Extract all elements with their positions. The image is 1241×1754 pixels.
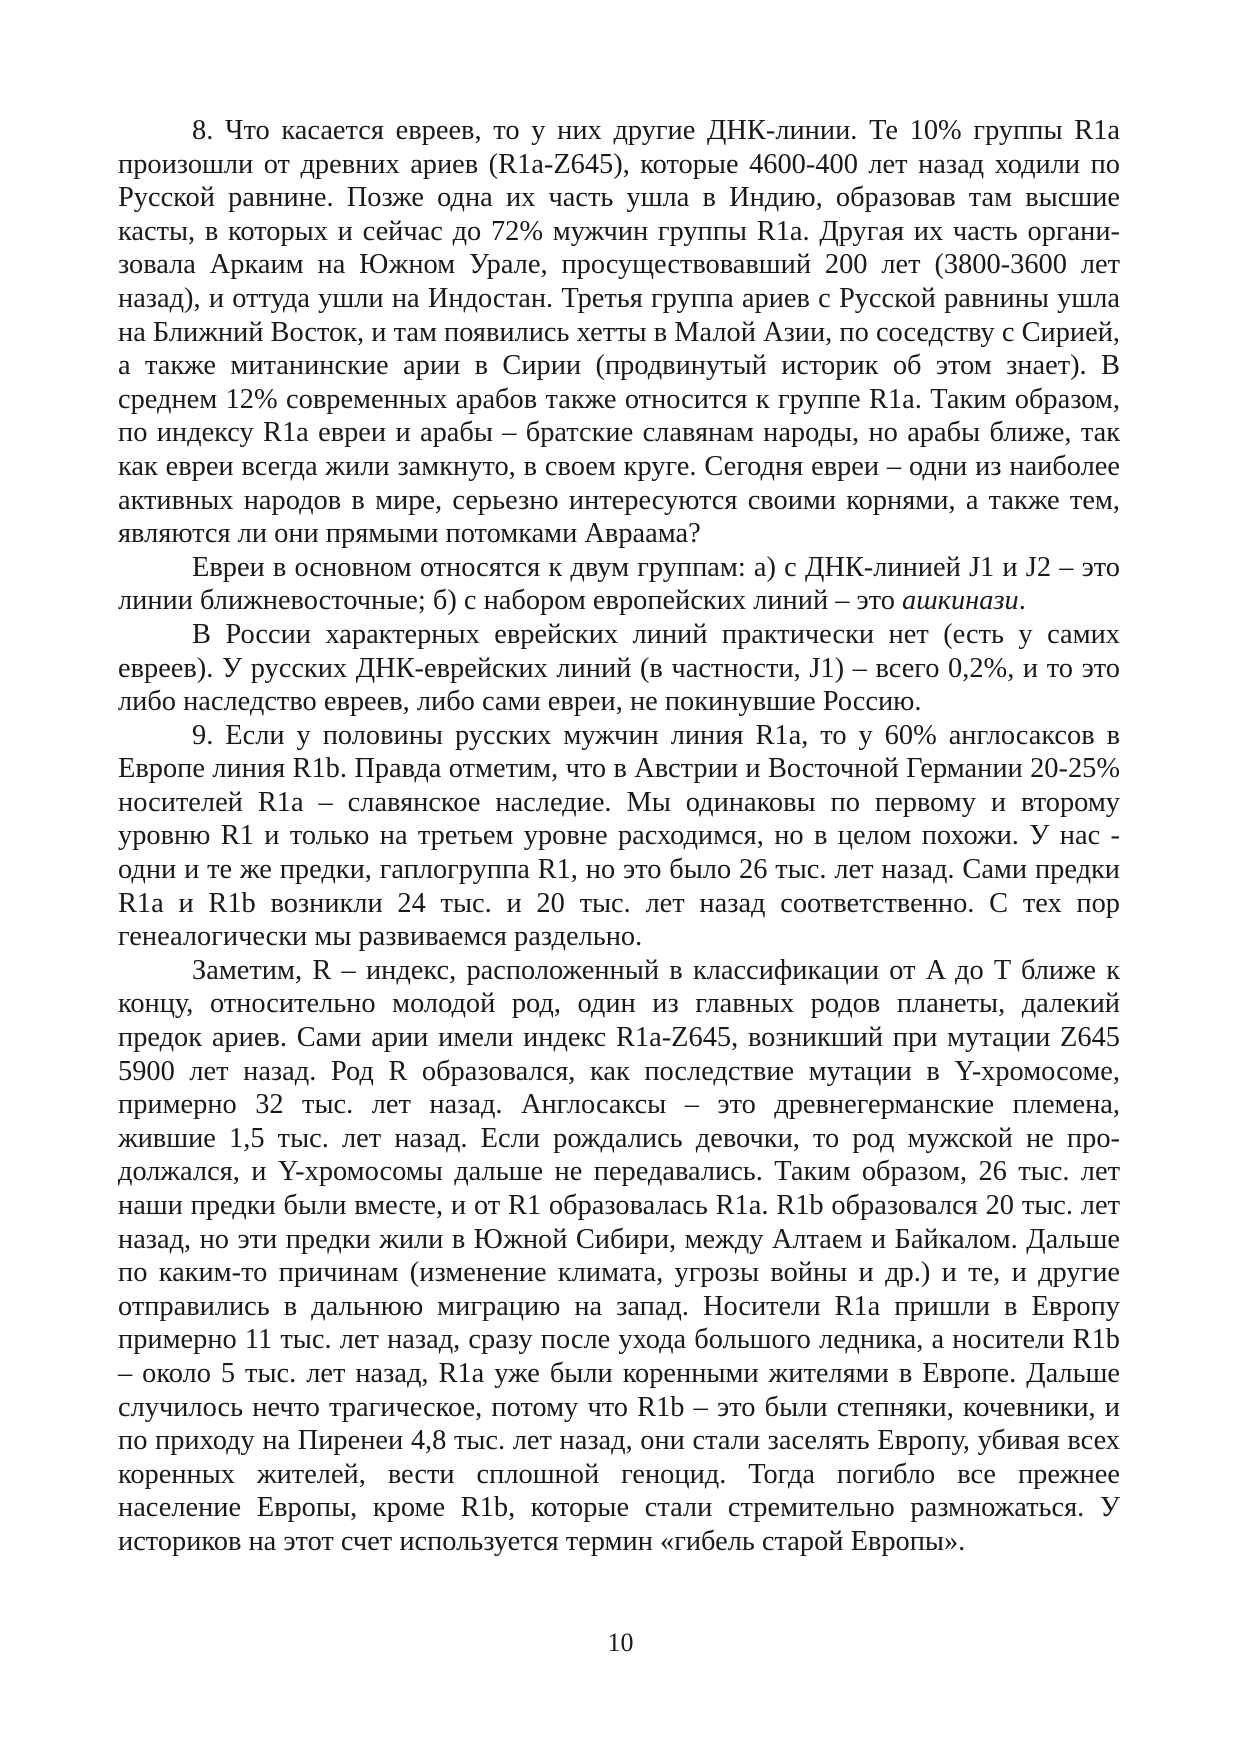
paragraph-jews-dna-lines: 8. Что касается евреев, то у них другие ДНК-линии. Те 10% группы R1a произошли от древних ариев (R1a-Z645), которые 4600-400 лет назад ходили по Русской равнине. Позже одна их часть ушла в Индию, образовав там высшие касты, в которых и сейчас до 72% мужчин группы R1a. Другая их часть организовала Аркаим на Южном Урале, просуществовавший 200 лет (3800-3600 лет назад), и оттуда ушли на Индостан. Третья группа ариев с Русской равнины ушла на Ближний Восток, и там появились хетты в Малой Азии, по соседству с Сирией, а также митанинские арии в Сирии (продвинутый историк об этом знает). В среднем 12% современных арабов также относится к группе R1a. Таким образом, по индексу R1a евреи и арабы – братские славянам народы, но арабы ближе, так как евреи всегда жили замкнуто, в своем круге. Сегодня евреи – одни из наиболее активных народов в мире, серьезно интересуются своими корнями, а также тем, являются ли они прямыми потомками Авраама? (118, 115, 1120, 550)
paragraph-jews-groups-end: . (1018, 585, 1026, 617)
paragraph-r-index: Заметим, R – индекс, расположенный в классификации от A до T ближе к концу, относительно молодой род, один из главных родов планеты, далекий предок ариев. Сами арии имели индекс R1a-Z645, возникший при мутации Z645 5900 лет назад. Род R образовался, как последствие мутации в Y-хромосоме, примерно 32 тыс. лет назад. Англосаксы – это древнегерманские племена, жившие 1,5 тыс. лет назад. Если рождались девочки, то род мужской не продолжался, и Y-хромосомы дальше не передавались. Таким образом, 26 тыс. лет наши предки были вместе, и от R1 образовалась R1a. R1b образовался 20 тыс. лет назад, но эти предки жили в Южной Сибири, между Алтаем и Байкалом. Дальше по каким-то причинам (изменение климата, угрозы войны и др.) и те, и другие отправились в дальнюю миграцию на запад. Носители R1a пришли в Европу примерно 11 тыс. лет назад, сразу после ухода большого ледника, а носители R1b – около 5 тыс. лет назад, R1a уже были коренными жителями в Европе. Дальше случилось нечто трагическое, потому что R1b – это были степняки, кочевники, и по приходу на Пиренеи 4,8 тыс. лет назад, они стали заселять Европу, убивая всех коренных жителей, вести сплошной геноцид. Тогда погибло все прежнее население Европы, кроме R1b, которые стали стремительно размножаться. У историков на этот счет используется термин «гибель старой Европы». (118, 954, 1120, 1557)
paragraph-anglosaxons: 9. Если у половины русских мужчин линия R1a, то у 60% англосаксов в Европе линия R1b. Правда отметим, что в Австрии и Восточной Германии 20-25% носителей R1a – славянское наследие. Мы одинаковы по первому и второму уровню R1 и только на третьем уровне расходимся, но в целом похожи. У нас - одни и те же предки, гаплогруппа R1, но это было 26 тыс. лет назад. Сами предки R1a и R1b возникли 24 тыс. и 20 тыс. лет назад соответственно. С тех пор генеалогически мы развиваемся раздельно. (118, 719, 1120, 953)
paragraph-russia-lines: В России характерных еврейских линий практически нет (есть у самих евреев). У русских ДНК-еврейских линий (в частности, J1) – всего 0,2%, и то это либо наследство евреев, либо сами евреи, не покинувшие Россию. (118, 618, 1120, 718)
term-ashkenazi: ашкинази (902, 585, 1019, 617)
paragraph-jews-groups-text: Евреи в основном относятся к двум группам: а) с ДНК-линией J1 и J2 – это линии ближневосточные; б) с набором европейских линий – это (118, 551, 1120, 617)
paragraph-jews-groups (118, 551, 1120, 618)
page-number: 10 (607, 1628, 634, 1657)
page-body (118, 114, 1120, 1559)
